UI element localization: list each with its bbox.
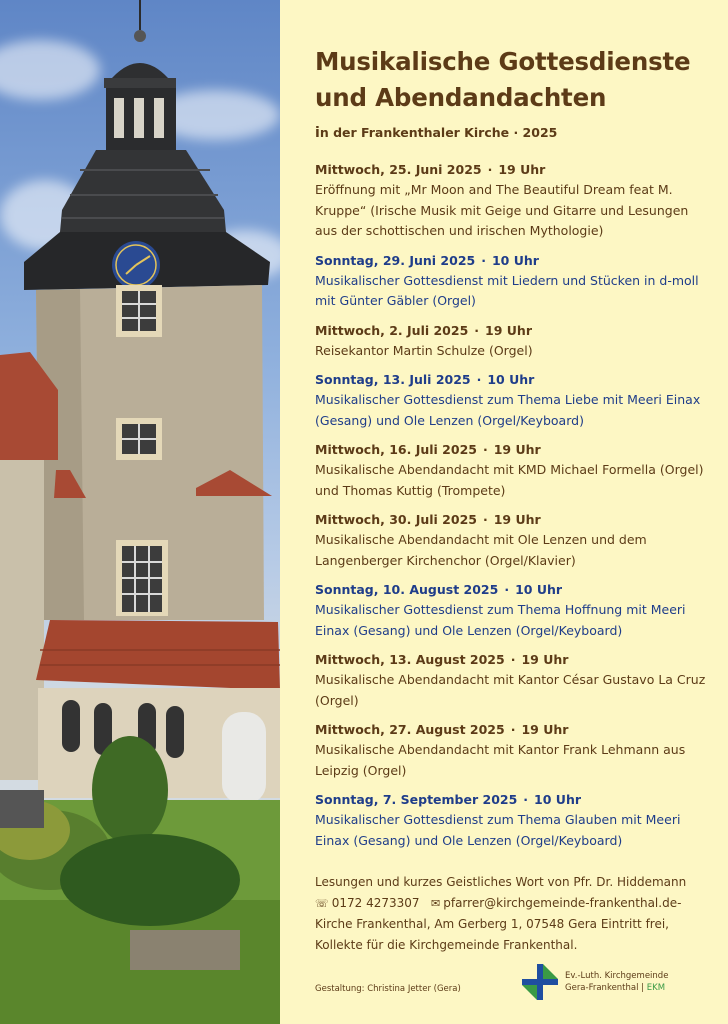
event-date: Mittwoch, 2. Juli 2025	[315, 322, 469, 338]
event-time: 10 Uhr	[487, 372, 535, 387]
page-title	[315, 44, 715, 116]
event-heading	[315, 440, 710, 460]
event-item	[315, 160, 710, 242]
event-description: Musikalischer Gottesdienst zum Thema Hoffnung mit Meeri Einax (Gesang) und Ole Lenzen (Orgel/Keyboard)	[315, 602, 686, 638]
design-credit: Gestaltung: Christina Jetter (Gera)	[315, 984, 461, 994]
email-address: pfarrer@kirchgemeinde-frankenthal.de-	[443, 895, 682, 910]
phone-icon: ☏	[315, 896, 329, 910]
event-item	[315, 580, 710, 641]
event-date: Sonntag, 10. August 2025	[315, 582, 499, 597]
event-time: 19 Uhr	[485, 322, 532, 338]
footer-line-readings: Lesungen und kurzes Geistliches Wort von Pfr. Dr. Hiddemann	[315, 875, 687, 889]
footer-line-collection: Kollekte für die Kirchgemeinde Frankenthal.	[315, 937, 578, 952]
event-description: Eröffnung mit „Mr Moon and The Beautiful Dream feat M. Kruppe“ (Irische Musik mit Geige und Gitarre und Lesungen aus der schottischen und irischen Mythologie)	[315, 182, 689, 238]
church-photo	[0, 0, 280, 1024]
event-item	[315, 790, 710, 851]
event-description: Musikalischer Gottesdienst mit Liedern und Stücken in d-moll mit Günter Gäbler (Orgel)	[315, 272, 699, 308]
subtitle-text: n der Frankenthaler Kirche · 2025	[319, 125, 558, 140]
subtitle-initial: i	[315, 125, 320, 141]
separator-dot: ·	[487, 162, 493, 177]
separator-dot: ·	[523, 792, 529, 807]
event-date: Mittwoch, 13. August 2025	[315, 652, 505, 667]
separator-dot: ·	[510, 722, 516, 737]
logo-line-1: Ev.-Luth. Kirchgemeinde	[565, 971, 669, 981]
footer-line-address: Kirche Frankenthal, Am Gerberg 1, 07548 Gera Eintritt frei,	[315, 917, 669, 931]
title-line-1: Musikalische Gottesdienste	[315, 47, 691, 76]
event-description: Musikalische Abendandacht mit Kantor Frank Lehmann aus Leipzig (Orgel)	[315, 742, 686, 778]
event-heading	[315, 160, 710, 180]
separator-dot: ·	[504, 582, 510, 597]
event-heading	[315, 370, 710, 390]
event-list	[315, 160, 710, 860]
event-description: Musikalische Abendandacht mit Ole Lenzen und dem Langenberger Kirchenchor (Orgel/Klavier)	[315, 532, 647, 568]
event-description: Musikalische Abendandacht mit KMD Michael Formella (Orgel) und Thomas Kuttig (Trompete)	[315, 462, 704, 498]
event-date: Sonntag, 7. September 2025	[315, 792, 518, 807]
logo-parish-name: Gera-Frankenthal |	[565, 983, 647, 993]
event-date: Mittwoch, 25. Juni 2025	[315, 162, 482, 177]
footer-contact	[315, 893, 715, 915]
title-line-2: und Abendandachten	[315, 83, 607, 112]
subtitle	[315, 125, 557, 141]
event-heading	[315, 510, 710, 530]
event-description: Reisekantor Martin Schulze (Orgel)	[315, 342, 533, 358]
separator-dot: ·	[510, 652, 516, 667]
event-item	[315, 251, 710, 312]
event-date: Sonntag, 29. Juni 2025	[315, 252, 476, 268]
logo-ekm: EKM	[646, 983, 666, 993]
event-item	[315, 370, 710, 431]
event-date: Mittwoch, 30. Juli 2025	[315, 512, 477, 527]
cross-logo-icon	[520, 962, 560, 1002]
event-time: 10 Uhr	[534, 792, 582, 807]
separator-dot: ·	[476, 372, 482, 387]
footer-info	[315, 872, 715, 955]
separator-dot: ·	[482, 442, 488, 457]
mail-icon: ✉	[431, 896, 441, 910]
event-heading	[315, 720, 710, 740]
event-heading	[315, 321, 710, 341]
event-time: 19 Uhr	[498, 162, 546, 177]
parish-logo-text	[565, 970, 668, 994]
event-date: Sonntag, 13. Juli 2025	[315, 372, 471, 387]
event-item	[315, 650, 710, 711]
event-date: Mittwoch, 16. Juli 2025	[315, 442, 477, 457]
event-time: 19 Uhr	[493, 442, 541, 457]
event-heading	[315, 790, 710, 810]
separator-dot: ·	[482, 512, 488, 527]
event-item	[315, 720, 710, 781]
church-illustration	[0, 0, 280, 1024]
event-heading	[315, 580, 710, 600]
event-time: 19 Uhr	[521, 652, 569, 667]
event-item	[315, 321, 710, 362]
logo-line-2	[565, 982, 668, 994]
event-date: Mittwoch, 27. August 2025	[315, 722, 505, 737]
event-time: 10 Uhr	[491, 252, 539, 268]
separator-dot: ·	[481, 252, 486, 268]
event-description: Musikalischer Gottesdienst zum Thema Glauben mit Meeri Einax (Gesang) und Ole Lenzen (Orgel/Keyboard)	[315, 812, 681, 848]
event-item	[315, 440, 710, 501]
event-description: Musikalischer Gottesdienst zum Thema Liebe mit Meeri Einax (Gesang) und Ole Lenzen (Orgel/Keyboard)	[315, 392, 701, 428]
event-heading	[315, 650, 710, 670]
event-time: 10 Uhr	[515, 582, 563, 597]
event-item	[315, 510, 710, 571]
event-time: 19 Uhr	[493, 512, 541, 527]
event-time: 19 Uhr	[521, 722, 569, 737]
separator-dot: ·	[474, 322, 480, 338]
event-heading	[315, 251, 710, 271]
phone-number: 0172 4273307	[331, 895, 420, 910]
event-description: Musikalische Abendandacht mit Kantor César Gustavo La Cruz (Orgel)	[315, 672, 706, 708]
program-panel	[280, 0, 728, 1024]
